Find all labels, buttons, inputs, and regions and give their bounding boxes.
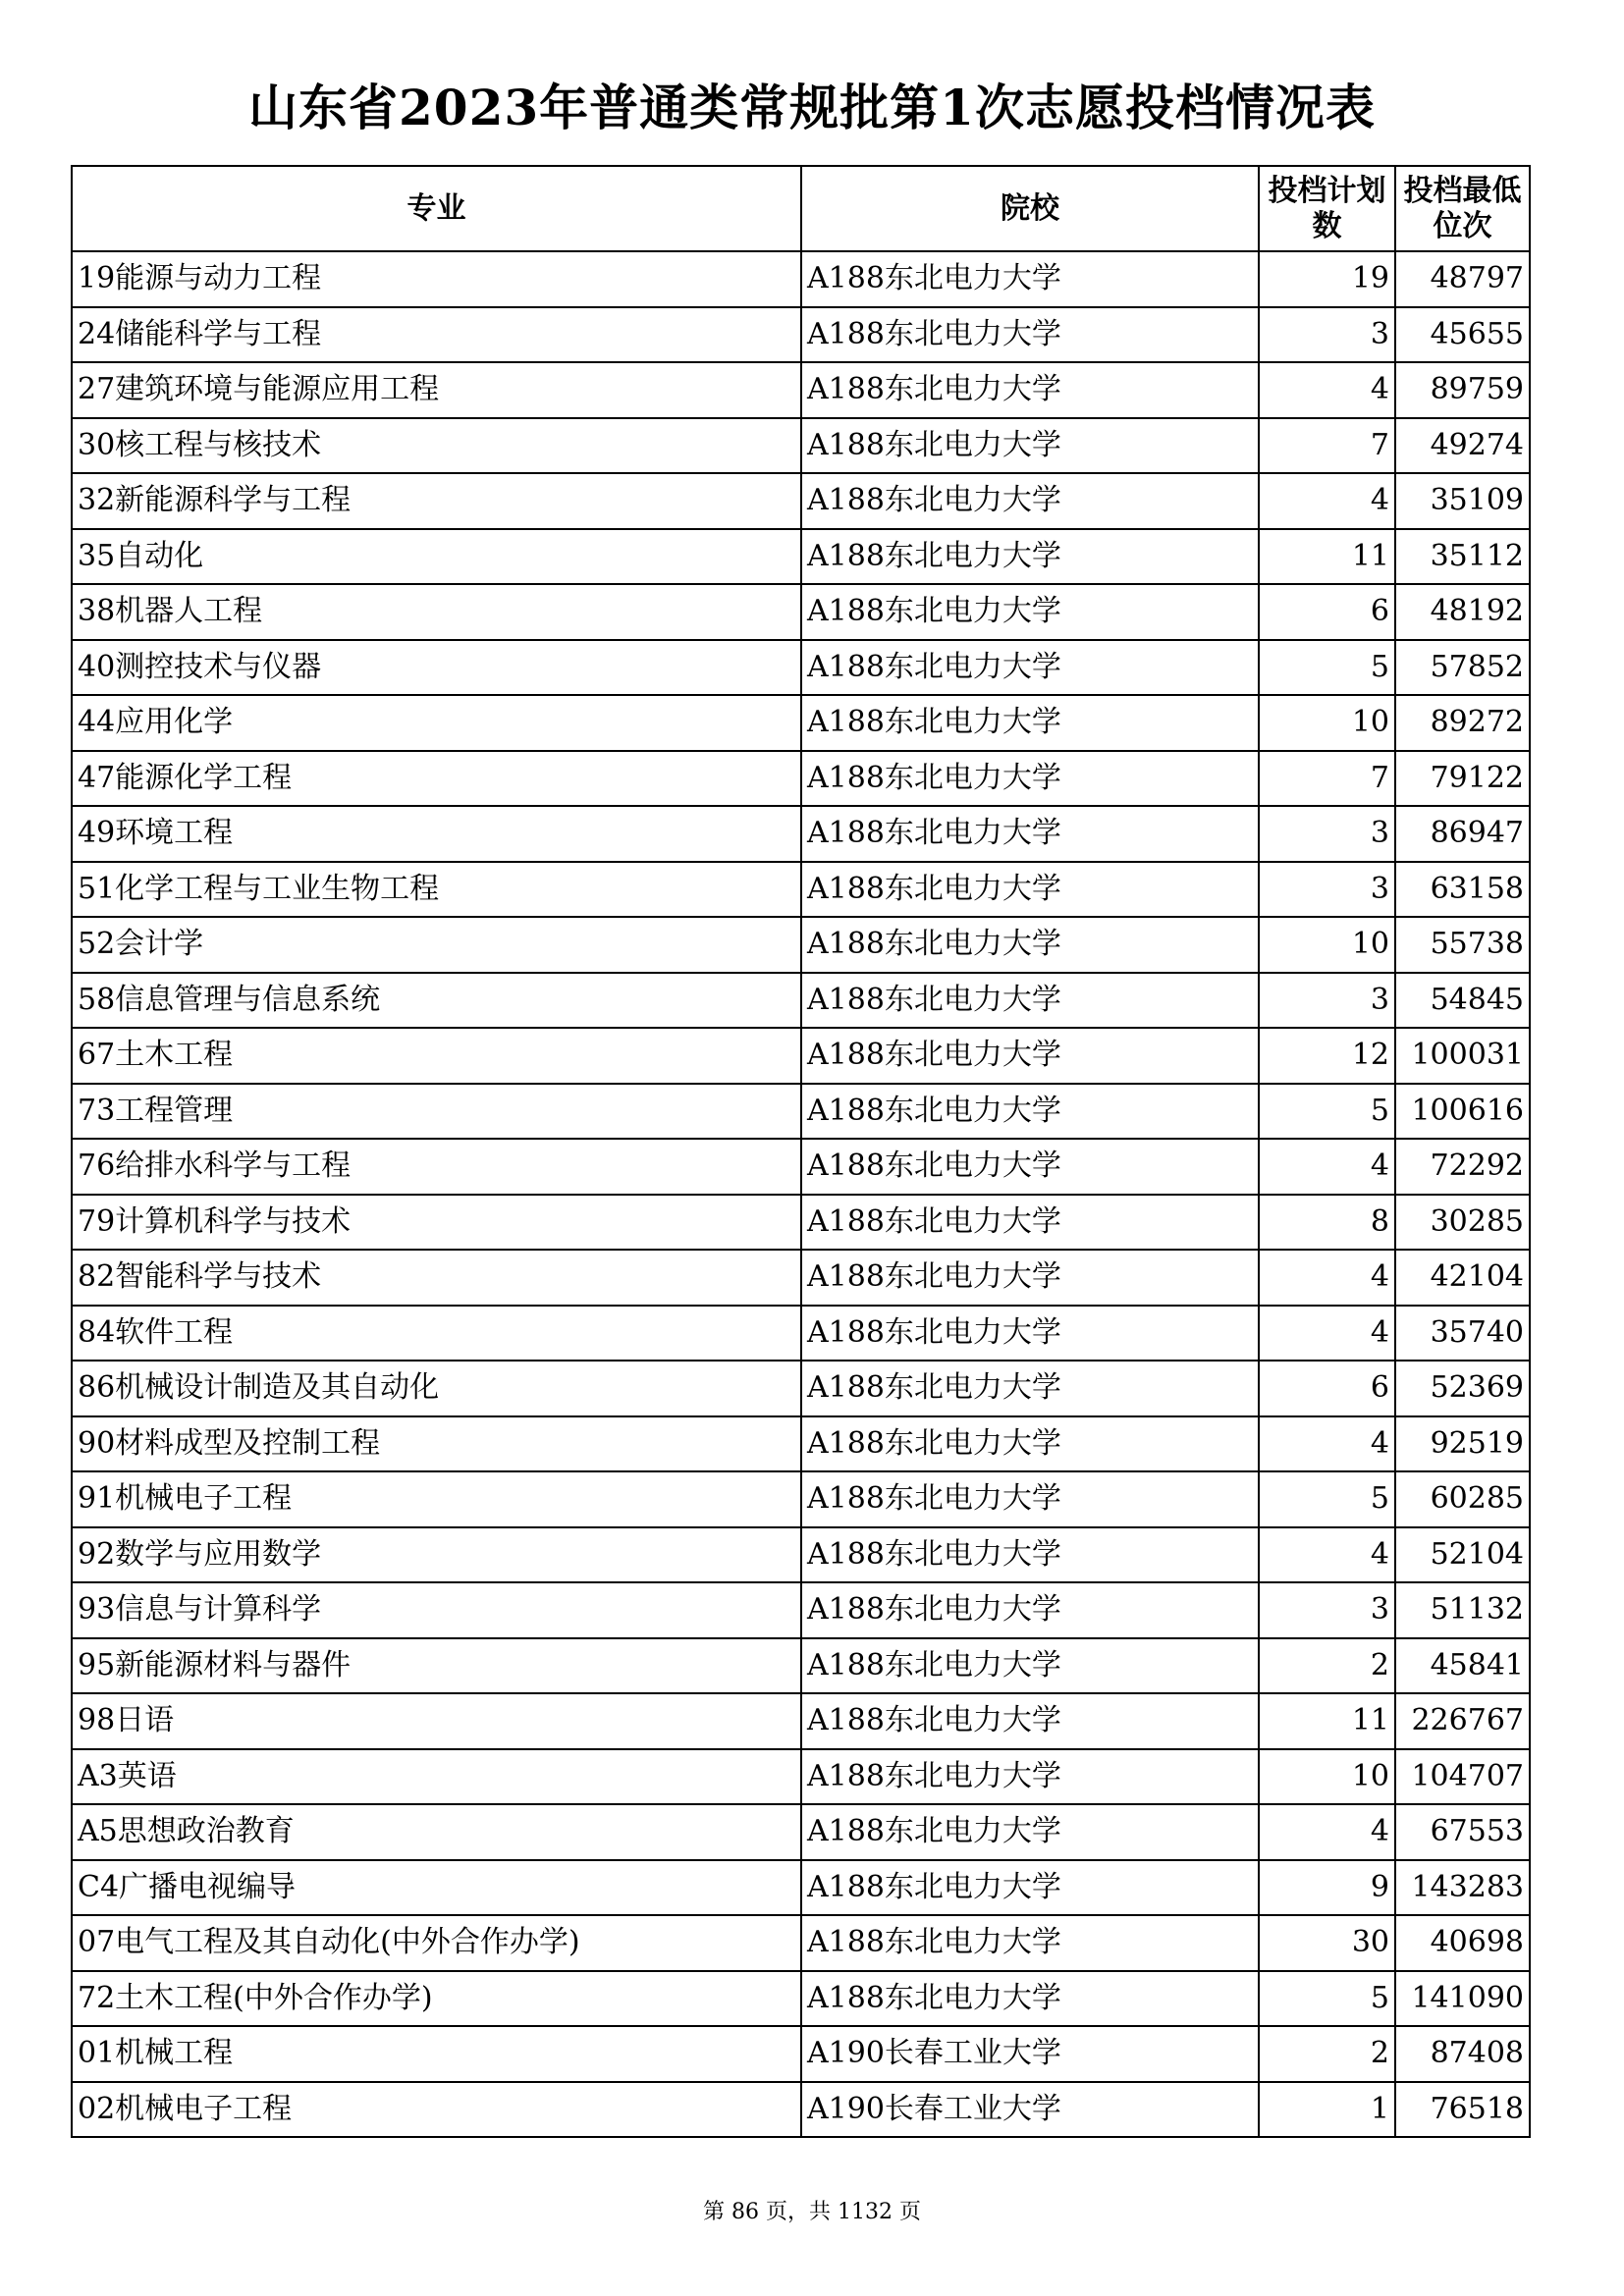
cell-plan: 4 (1259, 1416, 1395, 1472)
table-row (72, 1416, 1530, 1472)
cell-school: A188东北电力大学 (801, 751, 1259, 807)
cell-rank: 49274 (1395, 418, 1530, 474)
cell-school: A188东北电力大学 (801, 418, 1259, 474)
cell-major: 24储能科学与工程 (72, 307, 801, 363)
cell-school: A188东北电力大学 (801, 1195, 1259, 1251)
cell-rank: 35109 (1395, 473, 1530, 529)
table-row (72, 1139, 1530, 1195)
page-number: 第 86 页，共 1132 页 (703, 2200, 921, 2224)
cell-school: A188东北电力大学 (801, 1306, 1259, 1362)
cell-rank: 79122 (1395, 751, 1530, 807)
cell-school: A188东北电力大学 (801, 640, 1259, 696)
table-row (72, 1527, 1530, 1583)
cell-rank: 141090 (1395, 1971, 1530, 2027)
cell-major: 90材料成型及控制工程 (72, 1416, 801, 1472)
cell-plan: 3 (1259, 806, 1395, 862)
cell-rank: 54845 (1395, 973, 1530, 1029)
cell-rank: 48192 (1395, 584, 1530, 640)
table-row (72, 2026, 1530, 2082)
table-row (72, 1860, 1530, 1916)
cell-rank: 40698 (1395, 1915, 1530, 1971)
cell-major: A5思想政治教育 (72, 1804, 801, 1860)
cell-school: A188东北电力大学 (801, 695, 1259, 751)
cell-major: 67土木工程 (72, 1028, 801, 1084)
header-plan: 投档计划数 (1259, 166, 1395, 251)
cell-major: 35自动化 (72, 529, 801, 585)
table-row (72, 917, 1530, 973)
cell-major: 40测控技术与仪器 (72, 640, 801, 696)
cell-rank: 45655 (1395, 307, 1530, 363)
table-row (72, 1195, 1530, 1251)
cell-rank: 86947 (1395, 806, 1530, 862)
cell-major: 76给排水科学与工程 (72, 1139, 801, 1195)
table-header-row (72, 166, 1530, 251)
cell-major: 47能源化学工程 (72, 751, 801, 807)
cell-rank: 57852 (1395, 640, 1530, 696)
cell-school: A188东北电力大学 (801, 251, 1259, 307)
table-row (72, 1084, 1530, 1140)
cell-plan: 2 (1259, 2026, 1395, 2082)
cell-plan: 12 (1259, 1028, 1395, 1084)
cell-major: C4广播电视编导 (72, 1860, 801, 1916)
table-row (72, 751, 1530, 807)
cell-plan: 2 (1259, 1638, 1395, 1694)
cell-rank: 35112 (1395, 529, 1530, 585)
cell-rank: 100031 (1395, 1028, 1530, 1084)
cell-rank: 87408 (1395, 2026, 1530, 2082)
cell-major: 58信息管理与信息系统 (72, 973, 801, 1029)
cell-school: A188东北电力大学 (801, 1971, 1259, 2027)
cell-school: A188东北电力大学 (801, 1527, 1259, 1583)
cell-plan: 6 (1259, 584, 1395, 640)
cell-major: 92数学与应用数学 (72, 1527, 801, 1583)
cell-school: A188东北电力大学 (801, 862, 1259, 918)
table-row (72, 251, 1530, 307)
cell-rank: 60285 (1395, 1471, 1530, 1527)
cell-school: A188东北电力大学 (801, 584, 1259, 640)
cell-plan: 7 (1259, 751, 1395, 807)
cell-plan: 9 (1259, 1860, 1395, 1916)
cell-rank: 89272 (1395, 695, 1530, 751)
cell-rank: 52104 (1395, 1527, 1530, 1583)
table-row (72, 2082, 1530, 2138)
table-row (72, 1361, 1530, 1416)
cell-rank: 45841 (1395, 1638, 1530, 1694)
table-row (72, 418, 1530, 474)
cell-plan: 4 (1259, 1250, 1395, 1306)
cell-rank: 92519 (1395, 1416, 1530, 1472)
cell-major: 19能源与动力工程 (72, 251, 801, 307)
cell-major: 27建筑环境与能源应用工程 (72, 362, 801, 418)
cell-school: A188东北电力大学 (801, 1250, 1259, 1306)
cell-major: 30核工程与核技术 (72, 418, 801, 474)
cell-rank: 35740 (1395, 1306, 1530, 1362)
cell-plan: 3 (1259, 1582, 1395, 1638)
table-body (72, 251, 1530, 2137)
cell-plan: 4 (1259, 1139, 1395, 1195)
cell-major: 72土木工程(中外合作办学) (72, 1971, 801, 2027)
cell-major: 84软件工程 (72, 1306, 801, 1362)
table-row (72, 640, 1530, 696)
cell-rank: 72292 (1395, 1139, 1530, 1195)
cell-plan: 5 (1259, 640, 1395, 696)
cell-school: A188东北电力大学 (801, 1804, 1259, 1860)
cell-plan: 10 (1259, 1749, 1395, 1805)
table-row (72, 1582, 1530, 1638)
cell-rank: 76518 (1395, 2082, 1530, 2138)
cell-rank: 100616 (1395, 1084, 1530, 1140)
cell-rank: 104707 (1395, 1749, 1530, 1805)
cell-rank: 30285 (1395, 1195, 1530, 1251)
cell-plan: 5 (1259, 1971, 1395, 2027)
cell-plan: 5 (1259, 1084, 1395, 1140)
cell-plan: 11 (1259, 529, 1395, 585)
table-row (72, 1693, 1530, 1749)
cell-school: A188东北电力大学 (801, 1416, 1259, 1472)
cell-plan: 4 (1259, 473, 1395, 529)
cell-school: A188东北电力大学 (801, 1860, 1259, 1916)
table-row (72, 1028, 1530, 1084)
table-row (72, 1749, 1530, 1805)
table-row (72, 806, 1530, 862)
cell-school: A188东北电力大学 (801, 973, 1259, 1029)
cell-major: 07电气工程及其自动化(中外合作办学) (72, 1915, 801, 1971)
cell-school: A188东北电力大学 (801, 1471, 1259, 1527)
cell-plan: 4 (1259, 1527, 1395, 1583)
cell-major: 49环境工程 (72, 806, 801, 862)
cell-plan: 30 (1259, 1915, 1395, 1971)
cell-plan: 3 (1259, 862, 1395, 918)
table-row (72, 1306, 1530, 1362)
cell-major: 51化学工程与工业生物工程 (72, 862, 801, 918)
page-title: 山东省2023年普通类常规批第1次志愿投档情况表 (248, 79, 1376, 136)
cell-rank: 55738 (1395, 917, 1530, 973)
table-row (72, 1250, 1530, 1306)
cell-major: 91机械电子工程 (72, 1471, 801, 1527)
cell-plan: 4 (1259, 362, 1395, 418)
cell-major: 38机器人工程 (72, 584, 801, 640)
cell-major: 01机械工程 (72, 2026, 801, 2082)
cell-major: 44应用化学 (72, 695, 801, 751)
cell-school: A188东北电力大学 (801, 1028, 1259, 1084)
cell-school: A188东北电力大学 (801, 1749, 1259, 1805)
cell-school: A188东北电力大学 (801, 1361, 1259, 1416)
cell-school: A188东北电力大学 (801, 473, 1259, 529)
cell-school: A188东北电力大学 (801, 1638, 1259, 1694)
cell-school: A188东北电力大学 (801, 529, 1259, 585)
table-row (72, 307, 1530, 363)
table-row (72, 1638, 1530, 1694)
cell-plan: 4 (1259, 1306, 1395, 1362)
cell-school: A188东北电力大学 (801, 1582, 1259, 1638)
admission-table (71, 165, 1531, 2138)
cell-plan: 3 (1259, 973, 1395, 1029)
cell-plan: 1 (1259, 2082, 1395, 2138)
cell-major: 79计算机科学与技术 (72, 1195, 801, 1251)
cell-rank: 226767 (1395, 1693, 1530, 1749)
cell-plan: 10 (1259, 917, 1395, 973)
cell-rank: 67553 (1395, 1804, 1530, 1860)
cell-school: A188东北电力大学 (801, 307, 1259, 363)
table-row (72, 1471, 1530, 1527)
cell-plan: 8 (1259, 1195, 1395, 1251)
cell-major: 93信息与计算科学 (72, 1582, 801, 1638)
cell-plan: 19 (1259, 251, 1395, 307)
table-row (72, 362, 1530, 418)
cell-school: A188东北电力大学 (801, 917, 1259, 973)
table-row (72, 529, 1530, 585)
cell-major: 02机械电子工程 (72, 2082, 801, 2138)
cell-rank: 143283 (1395, 1860, 1530, 1916)
cell-plan: 4 (1259, 1804, 1395, 1860)
cell-plan: 6 (1259, 1361, 1395, 1416)
table-row (72, 862, 1530, 918)
cell-school: A188东北电力大学 (801, 1139, 1259, 1195)
cell-rank: 48797 (1395, 251, 1530, 307)
cell-school: A188东北电力大学 (801, 806, 1259, 862)
cell-plan: 7 (1259, 418, 1395, 474)
cell-plan: 10 (1259, 695, 1395, 751)
header-major: 专业 (72, 166, 801, 251)
table-row (72, 1971, 1530, 2027)
cell-plan: 11 (1259, 1693, 1395, 1749)
cell-plan: 5 (1259, 1471, 1395, 1527)
table-row (72, 695, 1530, 751)
header-school: 院校 (801, 166, 1259, 251)
cell-major: 82智能科学与技术 (72, 1250, 801, 1306)
cell-school: A188东北电力大学 (801, 1084, 1259, 1140)
cell-major: A3英语 (72, 1749, 801, 1805)
cell-school: A190长春工业大学 (801, 2026, 1259, 2082)
header-rank: 投档最低位次 (1395, 166, 1530, 251)
cell-school: A190长春工业大学 (801, 2082, 1259, 2138)
table-row (72, 1915, 1530, 1971)
cell-plan: 3 (1259, 307, 1395, 363)
cell-rank: 52369 (1395, 1361, 1530, 1416)
cell-major: 95新能源材料与器件 (72, 1638, 801, 1694)
table-row (72, 473, 1530, 529)
cell-rank: 42104 (1395, 1250, 1530, 1306)
cell-major: 98日语 (72, 1693, 801, 1749)
cell-rank: 51132 (1395, 1582, 1530, 1638)
cell-school: A188东北电力大学 (801, 1693, 1259, 1749)
cell-major: 32新能源科学与工程 (72, 473, 801, 529)
cell-major: 86机械设计制造及其自动化 (72, 1361, 801, 1416)
cell-rank: 63158 (1395, 862, 1530, 918)
cell-rank: 89759 (1395, 362, 1530, 418)
cell-major: 73工程管理 (72, 1084, 801, 1140)
cell-school: A188东北电力大学 (801, 1915, 1259, 1971)
cell-school: A188东北电力大学 (801, 362, 1259, 418)
table-row (72, 973, 1530, 1029)
cell-major: 52会计学 (72, 917, 801, 973)
table-row (72, 584, 1530, 640)
table-row (72, 1804, 1530, 1860)
